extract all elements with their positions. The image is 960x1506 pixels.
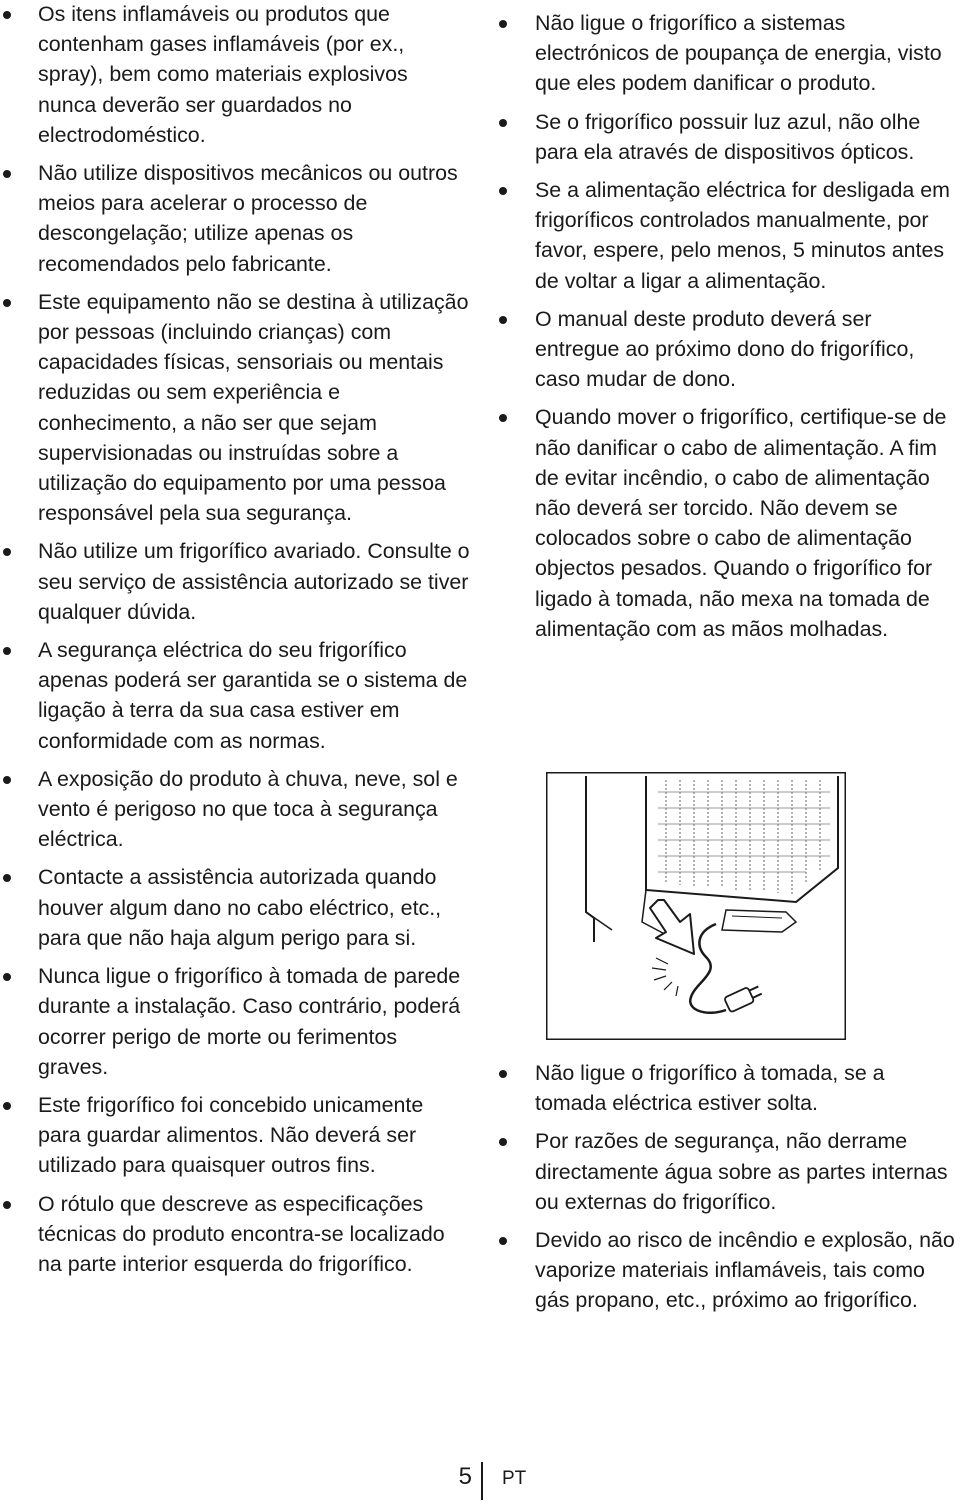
right-column-bottom [496,1058,960,1324]
list-item-text: Não utilize dispositivos mecânicos ou outros meios para acelerar o processo de descongelação; utilize apenas os recomendados pelo fabricante. [38,161,458,276]
list-item [0,764,470,855]
list-item [0,635,470,756]
bullet-icon [3,11,11,19]
bullet-icon [3,1201,11,1209]
bullet-icon [499,316,507,324]
list-item-text: Contacte a assistência autorizada quando houver algum dano no cabo eléctrico, etc., para que não haja algum perigo para si. [38,865,442,950]
bullet-icon [3,776,11,784]
list-item-text: Se o frigorífico possuir luz azul, não olhe para ela através de dispositivos ópticos. [535,109,921,164]
bullet-icon [3,170,11,178]
list-item-text: Devido ao risco de incêndio e explosão, não vaporize materiais inflamáveis, tais como gás propano, etc., próximo ao frigorífico. [535,1228,955,1313]
list-item [496,402,960,644]
list-item-text: Os itens inflamáveis ou produtos que contenham gases inflamáveis (por ex., spray), bem como materiais explosivos nunca deverão ser guardados no electrodoméstico. [38,2,408,147]
list-item-text: Não utilize um frigorífico avariado. Consulte o seu serviço de assistência autorizado se tiver qualquer dúvida. [38,539,470,624]
list-item-text: Não ligue o frigorífico a sistemas electrónicos de poupança de energia, visto que eles podem danificar o produto. [535,11,942,96]
bullet-icon [3,647,11,655]
list-item-text: A exposição do produto à chuva, neve, sol e vento é perigoso no que toca à segurança eléctrica. [38,766,458,852]
bullet-icon [3,299,11,307]
list-item [0,1090,470,1181]
fridge-power-cable-illustration [546,772,846,1040]
bullet-icon [499,20,507,28]
list-item [0,862,470,953]
list-item [0,0,470,150]
list-item-text: A segurança eléctrica do seu frigorífico apenas poderá ser garantida se o sistema de ligação à terra da sua casa estiver em conformidade com as normas. [38,638,468,753]
bullet-icon [3,548,11,556]
left-bullet-list [0,0,470,1279]
language-code: PT [502,1468,527,1489]
list-item [0,158,470,279]
bullet-icon [499,414,507,422]
bullet-icon [499,1138,507,1146]
list-item-text: Nunca ligue o frigorífico à tomada de parede durante a instalação. Caso contrário, poderá ocorrer perigo de morte ou ferimentos graves. [38,964,461,1079]
list-item-text: Se a alimentação eléctrica for desligada em frigoríficos controlados manualmente, por favor, espere, pelo menos, 5 minutos antes de voltar a ligar a alimentação. [535,178,950,293]
bullet-icon [499,187,507,195]
list-item-text: Não ligue o frigorífico à tomada, se a tomada eléctrica estiver solta. [535,1061,885,1116]
list-item-text: Quando mover o frigorífico, certifique-se de não danificar o cabo de alimentação. A fim de evitar incêndio, o cabo de alimentação não deverá ser torcido. Não devem se colocados sobre o cabo de alimentação objectos pesados. Quando o frigorífico for ligado à tomada, não mexa na tomada de alimentação com as mãos molhadas. [535,405,947,641]
list-item [496,1225,960,1316]
list-item [496,8,960,99]
list-item [496,175,960,296]
right-bullet-list-bottom [496,1058,960,1316]
bullet-icon [3,973,11,981]
list-item-text: O rótulo que descreve as especificações técnicas do produto encontra-se localizado na parte interior esquerda do frigorífico. [38,1191,445,1276]
bullet-icon [499,1070,507,1078]
list-item-text: Este equipamento não se destina à utilização por pessoas (incluindo crianças) com capacidades físicas, sensoriais ou mentais reduzidas ou sem experiência e conhecimento, a não ser que sejam supervisionadas ou instruídas sobre a utilização do equipamento por uma pessoa responsável pela sua segurança. [38,289,469,526]
list-item-text: Por razões de segurança, não derrame directamente água sobre as partes internas ou externas do frigorífico. [535,1129,948,1214]
page-number: 5 [458,1463,472,1490]
list-item [0,287,470,529]
left-column [0,0,470,1287]
list-item-text: Este frigorífico foi concebido unicamente para guardar alimentos. Não deverá ser utilizado para quaisquer outros fins. [38,1092,424,1178]
bullet-icon [3,874,11,882]
page-footer [0,1462,960,1502]
list-item [496,1126,960,1217]
list-item-text: O manual deste produto deverá ser entregue ao próximo dono do frigorífico, caso mudar de dono. [535,306,915,392]
bullet-icon [3,1102,11,1110]
list-item [0,961,470,1082]
bullet-icon [499,1237,507,1245]
bullet-icon [499,119,507,127]
right-column [496,8,960,652]
list-item [0,1189,470,1280]
list-item [496,107,960,167]
list-item [496,304,960,395]
fridge-cable-icon [546,772,846,1040]
footer-divider [481,1462,483,1500]
list-item [0,536,470,627]
right-bullet-list-top [496,8,960,644]
list-item [496,1058,960,1118]
